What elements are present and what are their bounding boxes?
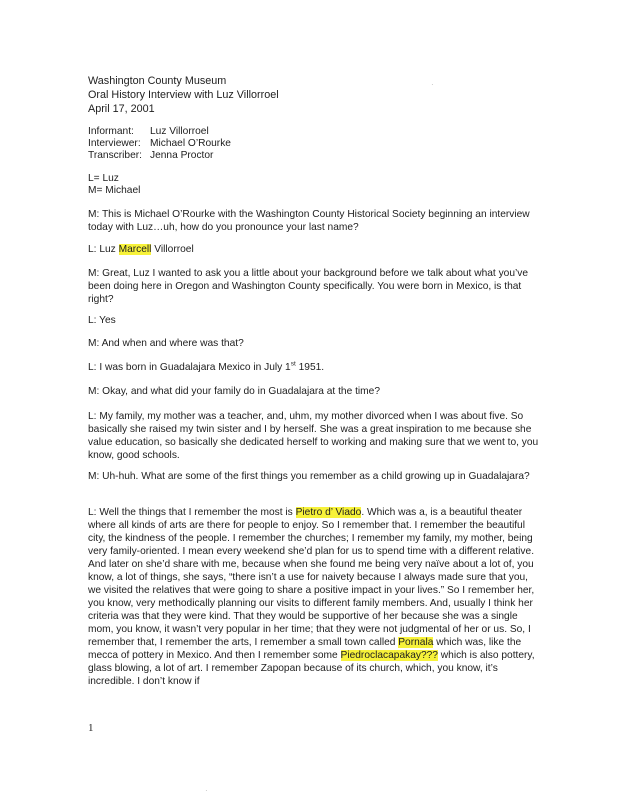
paragraph-m-intro: M: This is Michael O’Rourke with the Washington County Historical Society beginning an interview today with Luz…uh, how do you pronounce your last name? [88,209,530,233]
paragraph-m-when: M: And when and where was that? [88,338,244,349]
paragraph-m-background: M: Great, Luz I wanted to ask you a little about your background before we talk about what you’ve been doing here in Oregon and Washington County specifically. You were born in Mexico, is that right? [88,268,529,305]
paragraph-m-childhood: M: Uh-huh. What are some of the first things you remember as a child growing up in Guadalajara? [88,471,530,482]
paragraph-l-name: L: Luz Marcell Villorroel [88,244,194,255]
museum-name: Washington County Museum [88,75,227,87]
highlight-piedroclacapakay: Piedroclacapakay??? [340,650,438,661]
highlight-pornala: Pornala [398,637,434,648]
document-title: Oral History Interview with Luz Villorroel [88,89,279,101]
scan-speck: · [205,786,208,795]
interview-date: April 17, 2001 [88,103,155,115]
credit-transcriber: Transcriber: Jenna Proctor [88,150,214,161]
highlight-pietro: Pietro d’ Viado [295,507,362,518]
paragraph-l-born: L: I was born in Guadalajara Mexico in July 1st 1951. [88,360,325,373]
legend-luz: L= Luz [88,173,119,184]
paragraph-l-family: L: My family, my mother was a teacher, and, uhm, my mother divorced when I was about five. So basically she raised my twin sister and I by herself. She was a great inspiration to me because she value education, so basically she dedicated herself to working and making sure that we went to, you know, good schools. [88,411,539,461]
page-number: 1 [88,722,94,734]
paragraph-l-yes: L: Yes [88,315,116,326]
paragraph-m-family: M: Okay, and what did your family do in Guadalajara at the time? [88,386,380,397]
highlight-marcell: Marcell [118,244,152,255]
credit-informant: Informant: Luz Villorroel [88,126,209,137]
scan-speck: · [431,80,434,89]
legend-michael: M= Michael [88,185,141,196]
credit-interviewer: Interviewer: Michael O’Rourke [88,138,231,149]
paragraph-l-memories: L: Well the things that I remember the most is Pietro d’ Viado. Which was a, is a beautiful theater where all kinds of arts are there for people to enjoy. So I remember that. I remember the beautiful city, the kindness of the people. I remember the churches; I remember my family, my mother, being very family-oriented. I mean every weekend she’d plan for us to spend time with a different relative. And later on she’d share with me, because when she found me being very naïve about a lot of, you know, a lot of things, she says, “there isn’t a use for naivety because I always made sure that you, we visited the relatives that were going to share a positive impact in your lives.” So I remember her, you know, very methodically planning our visits to different family members. And, usually I think her criteria was that they were kind. That they would be supportive of her because she was a single mom, you know, it wasn’t very popular in her time; that they were not judgmental of her or us. So, I remember that, I remember the arts, I remember a small town called Pornala which was, like the mecca of pottery in Mexico. And then I remember some Piedroclacapakay??? which is also pottery, glass blowing, a lot of art. I remember Zapopan because of its church, which, you know, it’s incredible. I don’t know if [88,507,535,687]
